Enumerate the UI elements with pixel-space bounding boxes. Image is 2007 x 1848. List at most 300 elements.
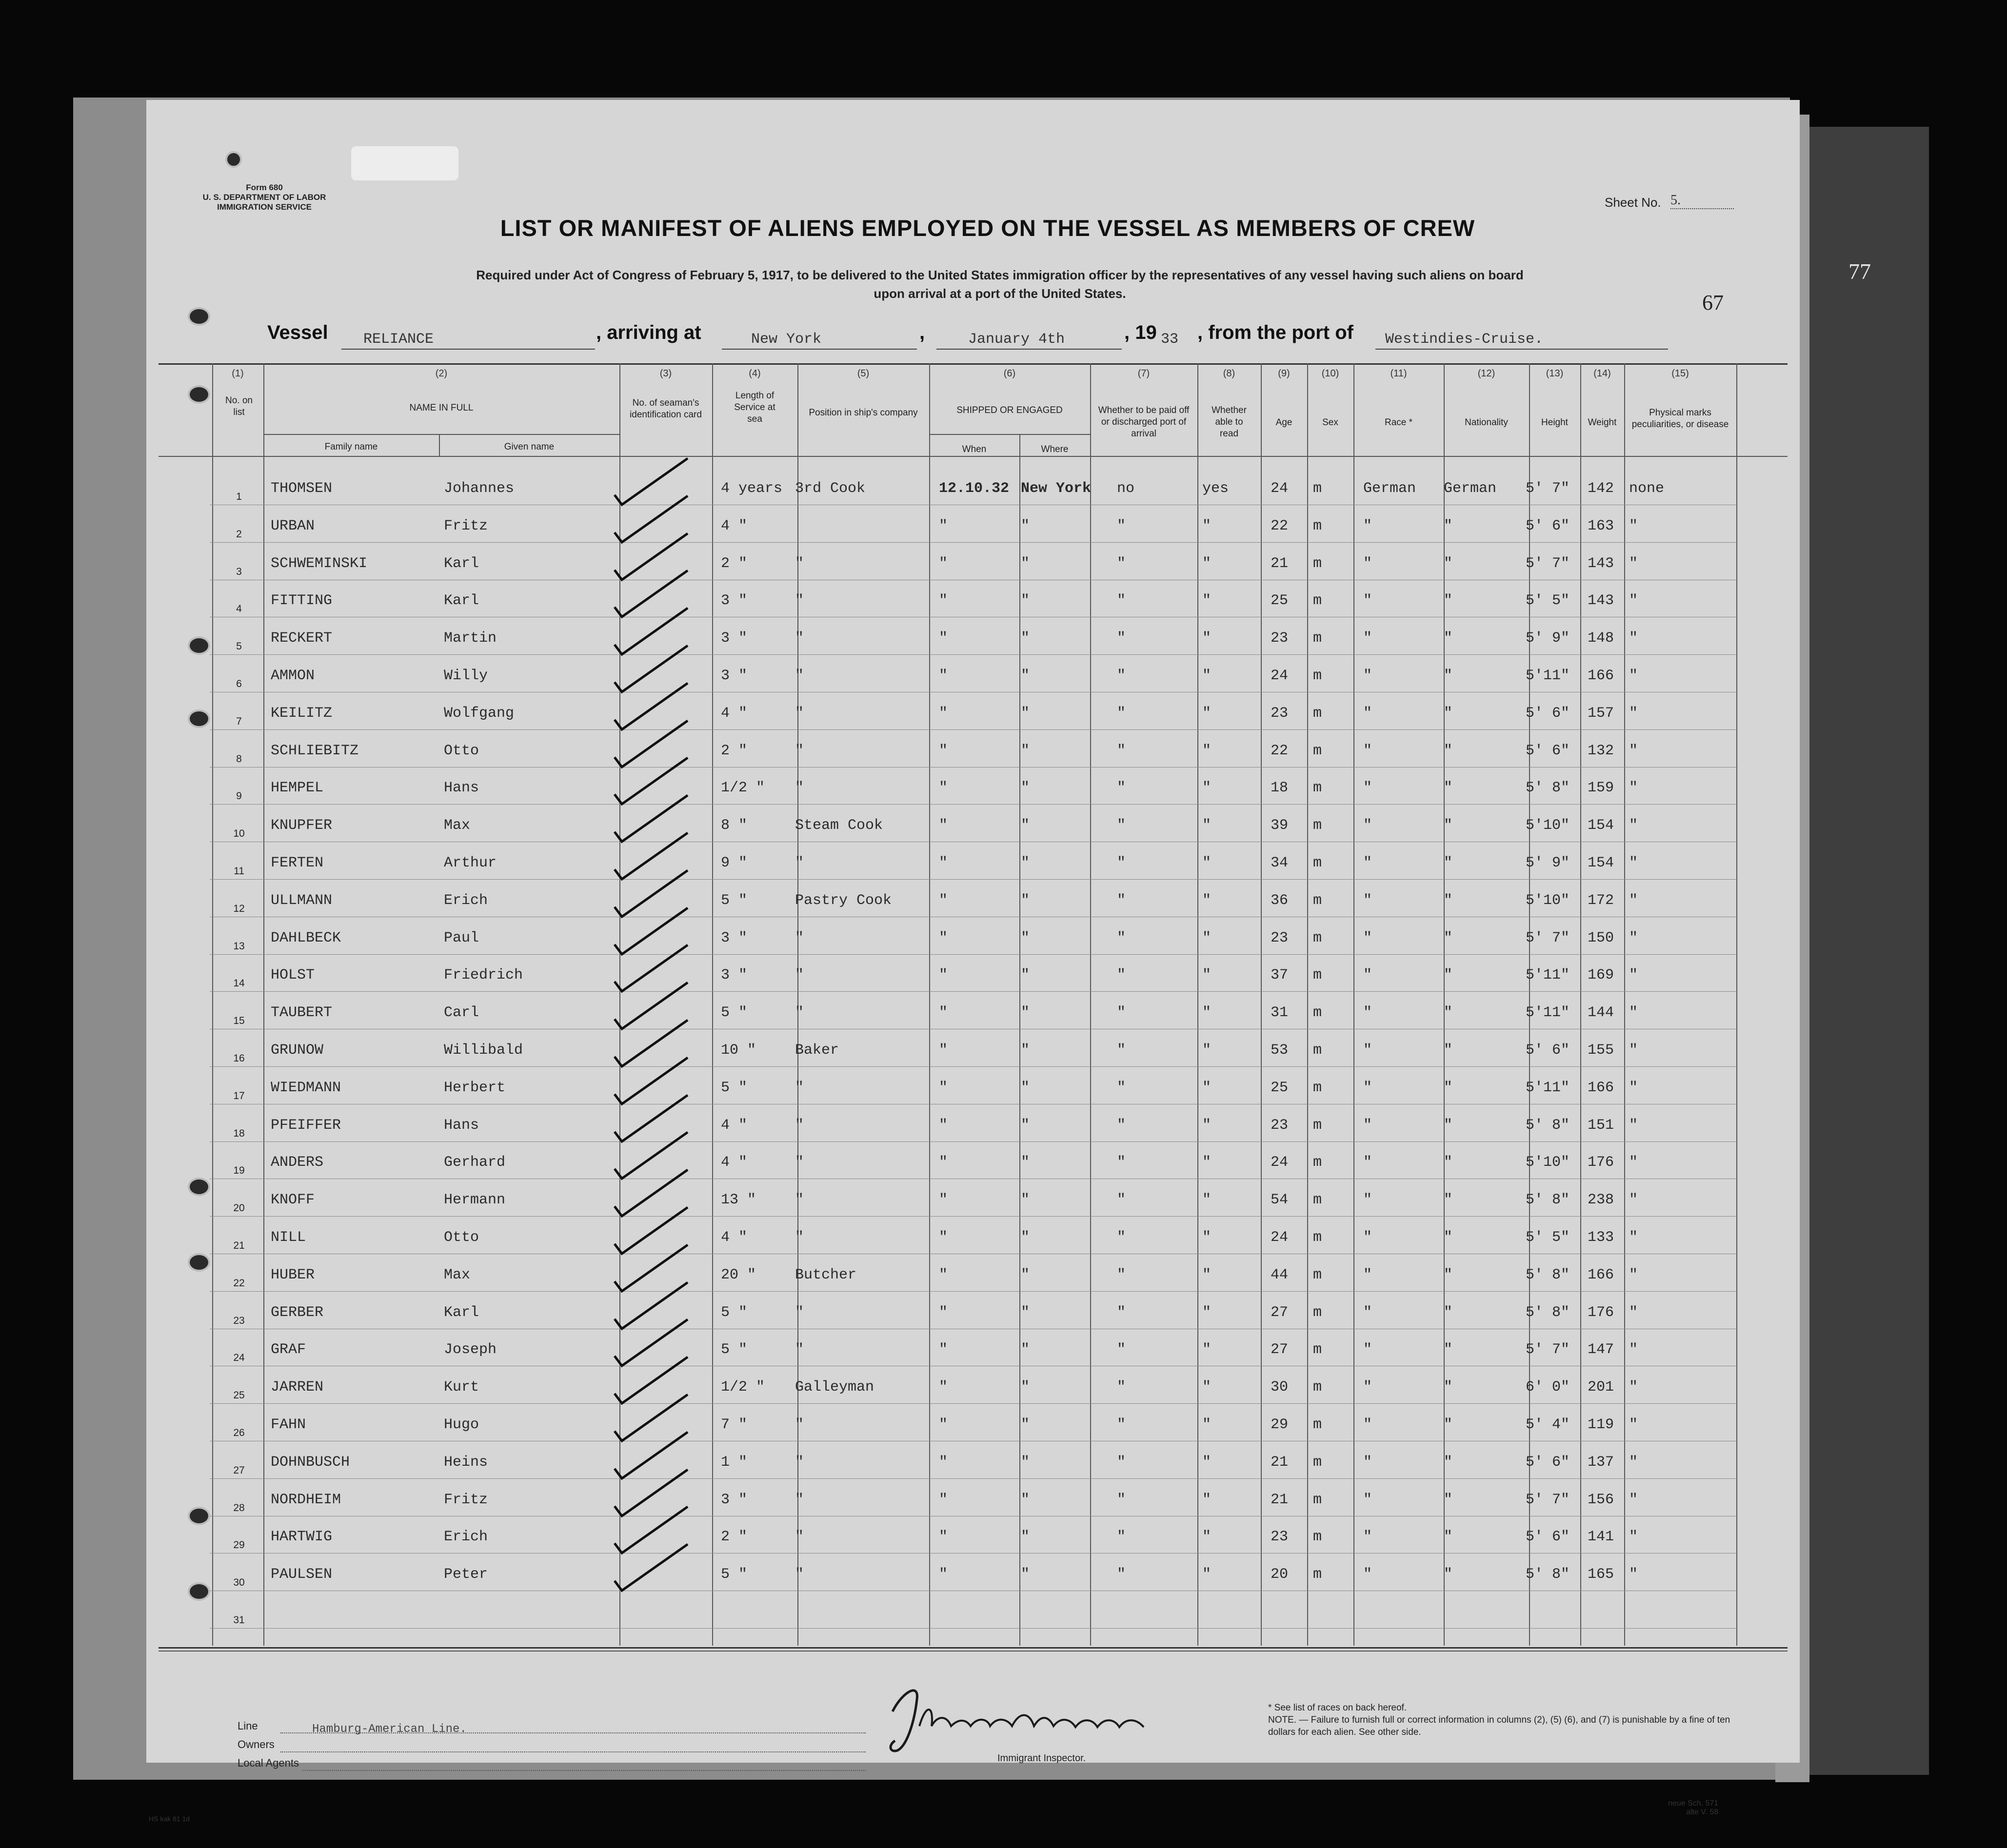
cell-read: " (1202, 630, 1212, 647)
cell-service: 1/2 " (721, 1379, 765, 1396)
col-num: (8) (1223, 368, 1235, 379)
cell-sex: m (1313, 1491, 1322, 1508)
sheet-label: Sheet No. (1605, 195, 1661, 210)
cell-where: " (1021, 1379, 1030, 1396)
cell-age: 25 (1271, 592, 1289, 609)
cell-family: URBAN (271, 517, 315, 534)
cell-position: " (795, 1491, 804, 1508)
cell-position: " (795, 1154, 804, 1171)
cell-where: " (1021, 1042, 1030, 1059)
cell-family: SCHWEMINSKI (271, 555, 368, 572)
row-rule (210, 654, 1736, 655)
cell-when: " (939, 1229, 948, 1246)
from-underline (1375, 349, 1668, 350)
cell-given: Wolfgang (444, 705, 515, 722)
row-number: 31 (233, 1614, 245, 1626)
cell-when: " (939, 1566, 948, 1583)
cell-weight: 166 (1588, 1266, 1614, 1283)
cell-given: Erich (444, 1529, 488, 1546)
cell-height: 5' 9" (1526, 855, 1570, 871)
cell-height: 5' 7" (1526, 480, 1570, 497)
cell-age: 24 (1271, 668, 1289, 684)
cell-marks: " (1629, 1042, 1638, 1059)
arriving-label: , arriving at (596, 322, 701, 343)
cell-given: Hugo (444, 1416, 479, 1433)
cell-race: " (1363, 1379, 1372, 1396)
cell-when: " (939, 517, 948, 534)
cell-paid: " (1117, 892, 1126, 909)
col-header-shipped: SHIPPED OR ENGAGED (956, 405, 1063, 415)
cell-where: " (1021, 1341, 1030, 1358)
cell-given: Hans (444, 1117, 479, 1134)
cell-paid: " (1117, 1566, 1126, 1583)
cell-race: " (1363, 892, 1372, 909)
cell-weight: 143 (1588, 592, 1614, 609)
cell-weight: 157 (1588, 705, 1614, 722)
cell-when: " (939, 967, 948, 984)
cell-position: " (795, 630, 804, 647)
cell-when: " (939, 1454, 948, 1471)
cell-given: Gerhard (444, 1154, 506, 1171)
col-header-where: Where (1041, 444, 1069, 454)
cell-marks: " (1629, 855, 1638, 871)
cell-sex: m (1313, 742, 1322, 759)
cell-where: " (1021, 1304, 1030, 1321)
cell-race: " (1363, 517, 1372, 534)
cell-family: NILL (271, 1229, 306, 1246)
cell-given: Martin (444, 630, 497, 647)
cell-weight: 144 (1588, 1004, 1614, 1022)
cell-given: Max (444, 817, 471, 834)
cell-weight: 154 (1588, 855, 1614, 871)
cell-position: " (795, 780, 804, 797)
cell-paid: " (1117, 1117, 1126, 1134)
cell-marks: " (1629, 1566, 1638, 1583)
cell-when: " (939, 1004, 948, 1022)
cell-paid: " (1117, 1416, 1126, 1433)
cell-marks: " (1629, 1416, 1638, 1433)
cell-race: " (1363, 1491, 1372, 1508)
cell-family: KEILITZ (271, 705, 333, 722)
cell-marks: " (1629, 742, 1638, 759)
cell-weight: 151 (1588, 1117, 1614, 1134)
footer-note (1268, 1702, 1756, 1738)
cell-where: " (1021, 892, 1030, 909)
cell-when: " (939, 1079, 948, 1096)
cell-given: Peter (444, 1566, 488, 1583)
cell-sex: m (1313, 892, 1322, 909)
cell-service: 5 " (721, 1341, 748, 1358)
cell-weight: 176 (1588, 1154, 1614, 1171)
cell-given: Hans (444, 780, 479, 797)
cell-age: 21 (1271, 1491, 1289, 1508)
cell-age: 23 (1271, 1529, 1289, 1546)
col-num: (9) (1278, 368, 1290, 379)
cell-read: " (1202, 1566, 1212, 1583)
cell-service: 4 " (721, 517, 748, 534)
table-row (0, 1337, 2007, 1374)
table-row (0, 812, 2007, 850)
table-row (0, 663, 2007, 700)
col-num: (2) (435, 368, 448, 379)
cell-weight: 143 (1588, 555, 1614, 572)
cell-age: 18 (1271, 780, 1289, 797)
col-header-no: No. on list (225, 395, 253, 417)
cell-sex: m (1313, 517, 1322, 534)
cell-height: 5' 4" (1526, 1416, 1570, 1433)
cell-marks: " (1629, 555, 1638, 572)
form-reference (1668, 1799, 1718, 1817)
table-row (0, 775, 2007, 812)
cell-where: " (1021, 1004, 1030, 1022)
cell-read: " (1202, 967, 1212, 984)
cell-weight: 172 (1588, 892, 1614, 909)
cell-race: " (1363, 555, 1372, 572)
cell-when: " (939, 1042, 948, 1059)
cell-position: " (795, 1192, 804, 1209)
cell-when: " (939, 630, 948, 647)
cell-weight: 141 (1588, 1529, 1614, 1546)
cell-weight: 148 (1588, 630, 1614, 647)
cell-height: 5' 7" (1526, 1341, 1570, 1358)
cell-when: " (939, 555, 948, 572)
row-rule (210, 542, 1736, 543)
cell-height: 5' 7" (1526, 555, 1570, 572)
cell-sex: m (1313, 668, 1322, 684)
col-num: (10) (1321, 368, 1339, 379)
cell-height: 5' 8" (1526, 780, 1570, 797)
cell-family: RECKERT (271, 630, 333, 647)
row-number: 21 (233, 1240, 245, 1251)
table-row (0, 1374, 2007, 1412)
col-num: (4) (749, 368, 761, 379)
race-note: * See list of races on back hereof. (1268, 1703, 1407, 1713)
cell-read: yes (1202, 480, 1229, 497)
cell-height: 5' 6" (1526, 1042, 1570, 1059)
comma: , (919, 322, 925, 343)
cell-service: 3 " (721, 1491, 748, 1508)
cell-sex: m (1313, 1079, 1322, 1096)
cell-age: 25 (1271, 1079, 1289, 1096)
table-row (0, 550, 2007, 588)
cell-read: " (1202, 1154, 1212, 1171)
cell-sex: m (1313, 1192, 1322, 1209)
cell-paid: " (1117, 817, 1126, 834)
cell-paid: " (1117, 1454, 1126, 1471)
cell-race: " (1363, 1079, 1372, 1096)
cell-height: 6' 0" (1526, 1379, 1570, 1396)
cell-where: " (1021, 592, 1030, 609)
page-number: 67 (1702, 291, 1724, 315)
cell-given: Herbert (444, 1079, 506, 1096)
cell-where: " (1021, 1416, 1030, 1433)
cell-paid: " (1117, 1341, 1126, 1358)
cell-marks: " (1629, 1117, 1638, 1134)
cell-read: " (1202, 592, 1212, 609)
cell-family: NORDHEIM (271, 1491, 341, 1508)
cell-paid: " (1117, 929, 1126, 946)
cell-marks: " (1629, 1266, 1638, 1283)
cell-sex: m (1313, 555, 1322, 572)
cell-nat: " (1444, 1117, 1453, 1134)
col-header-height: Height (1541, 417, 1568, 428)
cell-height: 5'11" (1526, 967, 1570, 984)
cell-sex: m (1313, 1341, 1322, 1358)
cell-age: 27 (1271, 1341, 1289, 1358)
cell-nat: " (1444, 1266, 1453, 1283)
row-number: 4 (236, 603, 242, 615)
cell-position: Galleyman (795, 1379, 874, 1396)
cell-marks: " (1629, 630, 1638, 647)
cell-where: " (1021, 1491, 1030, 1508)
cell-when: " (939, 1266, 948, 1283)
cell-height: 5'10" (1526, 817, 1570, 834)
cell-position: " (795, 1079, 804, 1096)
cell-sex: m (1313, 480, 1322, 497)
col-header-nationality: Nationality (1465, 417, 1508, 428)
cell-given: Erich (444, 892, 488, 909)
cell-paid: " (1117, 517, 1126, 534)
name-subheader-rule (263, 434, 619, 435)
row-rule (210, 729, 1736, 730)
cell-family: PFEIFFER (271, 1117, 341, 1134)
cell-race: " (1363, 742, 1372, 759)
cell-nat: " (1444, 1154, 1453, 1171)
cell-when: " (939, 1341, 948, 1358)
form-ref-old: alte V. 58 (1686, 1808, 1719, 1816)
cell-height: 5' 6" (1526, 517, 1570, 534)
row-number: 18 (233, 1127, 245, 1139)
table-row (0, 887, 2007, 925)
cell-service: 4 " (721, 1154, 748, 1171)
cell-service: 13 " (721, 1192, 756, 1209)
cell-paid: " (1117, 1229, 1126, 1246)
cell-sex: m (1313, 1154, 1322, 1171)
cell-paid: " (1117, 555, 1126, 572)
row-rule (210, 1291, 1736, 1292)
col-header-sex: Sex (1322, 417, 1338, 428)
row-number: 27 (233, 1464, 245, 1476)
cell-read: " (1202, 1229, 1212, 1246)
cell-nat: " (1444, 1192, 1453, 1209)
cell-height: 5' 7" (1526, 929, 1570, 946)
cell-race: " (1363, 1042, 1372, 1059)
cell-family: HUBER (271, 1266, 315, 1283)
cell-marks: " (1629, 668, 1638, 684)
cell-weight: 238 (1588, 1192, 1614, 1209)
table-row (0, 513, 2007, 550)
cell-read: " (1202, 1004, 1212, 1022)
cell-sex: m (1313, 929, 1322, 946)
cell-given: Joseph (444, 1341, 497, 1358)
cell-height: 5' 5" (1526, 592, 1570, 609)
owners-label: Owners (238, 1738, 275, 1750)
cell-height: 5' 9" (1526, 630, 1570, 647)
cell-sex: m (1313, 855, 1322, 871)
cell-age: 23 (1271, 1117, 1289, 1134)
col-header-name: NAME IN FULL (409, 403, 474, 413)
cell-age: 24 (1271, 1154, 1289, 1171)
cell-sex: m (1313, 1117, 1322, 1134)
cell-when: " (939, 892, 948, 909)
table-row (0, 1262, 2007, 1299)
cell-sex: m (1313, 592, 1322, 609)
cell-paid: " (1117, 668, 1126, 684)
table-row (0, 1149, 2007, 1187)
row-number: 25 (233, 1390, 245, 1401)
signature-text: J.H. Wallace (873, 1672, 876, 1673)
subtitle-line-2: upon arrival at a port of the United States. (874, 286, 1126, 301)
cell-position: " (795, 967, 804, 984)
cell-when: 12.10.32 (939, 480, 1010, 497)
cell-family: AMMON (271, 668, 315, 684)
col-num: (12) (1477, 368, 1495, 379)
cell-weight: 156 (1588, 1491, 1614, 1508)
cell-family: JARREN (271, 1379, 324, 1396)
cell-service: 5 " (721, 892, 748, 909)
form-ref-new: neue Sch. 571 (1668, 1799, 1719, 1808)
inspector-label: Immigrant Inspector. (997, 1753, 1086, 1764)
cell-marks: " (1629, 967, 1638, 984)
cell-marks: " (1629, 517, 1638, 534)
cell-family: TAUBERT (271, 1004, 333, 1022)
cell-where: " (1021, 1229, 1030, 1246)
cell-position: " (795, 1416, 804, 1433)
cell-sex: m (1313, 1416, 1322, 1433)
cell-age: 27 (1271, 1304, 1289, 1321)
cell-nat: " (1444, 668, 1453, 684)
cell-read: " (1202, 1491, 1212, 1508)
cell-age: 54 (1271, 1192, 1289, 1209)
cell-where: New York (1021, 480, 1092, 497)
cell-service: 2 " (721, 555, 748, 572)
cell-race: " (1363, 1004, 1372, 1022)
cell-weight: 176 (1588, 1304, 1614, 1321)
cell-nat: " (1444, 1454, 1453, 1471)
cell-read: " (1202, 1117, 1212, 1134)
cell-position: " (795, 1529, 804, 1546)
cell-race: " (1363, 668, 1372, 684)
table-row (0, 1487, 2007, 1524)
cell-given: Otto (444, 1229, 479, 1246)
sheet-number: 5. (1670, 193, 1734, 209)
cell-age: 23 (1271, 705, 1289, 722)
cell-given: Fritz (444, 517, 488, 534)
cell-nat: " (1444, 630, 1453, 647)
cell-race: " (1363, 1154, 1372, 1171)
cell-marks: " (1629, 705, 1638, 722)
cell-height: 5' 6" (1526, 1529, 1570, 1546)
cell-service: 1/2 " (721, 780, 765, 797)
cell-read: " (1202, 668, 1212, 684)
cell-nat: " (1444, 1079, 1453, 1096)
cell-service: 3 " (721, 592, 748, 609)
cell-paid: " (1117, 705, 1126, 722)
cell-nat: " (1444, 1341, 1453, 1358)
row-number: 30 (233, 1577, 245, 1589)
col-header-read: Whether able to read (1212, 405, 1247, 439)
row-number: 12 (233, 903, 245, 914)
cell-given: Otto (444, 742, 479, 759)
cell-position: Steam Cook (795, 817, 883, 834)
cell-read: " (1202, 1416, 1212, 1433)
cell-where: " (1021, 517, 1030, 534)
cell-nat: " (1444, 1416, 1453, 1433)
cell-where: " (1021, 1454, 1030, 1471)
cell-service: 3 " (721, 668, 748, 684)
cell-sex: m (1313, 630, 1322, 647)
cell-nat: " (1444, 1529, 1453, 1546)
cell-weight: 133 (1588, 1229, 1614, 1246)
cell-paid: " (1117, 1154, 1126, 1171)
cell-nat: " (1444, 892, 1453, 909)
cell-paid: " (1117, 1192, 1126, 1209)
cell-race: " (1363, 855, 1372, 871)
cell-height: 5' 8" (1526, 1117, 1570, 1134)
row-number: 3 (236, 566, 242, 577)
cell-height: 5' 8" (1526, 1266, 1570, 1283)
cell-given: Max (444, 1266, 471, 1283)
table-row (0, 588, 2007, 625)
cell-given: Carl (444, 1004, 479, 1022)
cell-nat: German (1444, 480, 1497, 497)
row-rule (210, 991, 1736, 992)
cell-position: " (795, 1229, 804, 1246)
cell-marks: " (1629, 1154, 1638, 1171)
from-port: Westindies-Cruise. (1385, 331, 1544, 348)
cell-where: " (1021, 1566, 1030, 1583)
cell-nat: " (1444, 817, 1453, 834)
cell-race: " (1363, 592, 1372, 609)
cell-sex: m (1313, 817, 1322, 834)
cell-where: " (1021, 855, 1030, 871)
table-row (0, 925, 2007, 963)
cell-service: 20 " (721, 1266, 756, 1283)
cell-service: 7 " (721, 1416, 748, 1433)
owners-dotline (280, 1751, 866, 1752)
row-rule (210, 1141, 1736, 1142)
cell-height: 5' 7" (1526, 1491, 1570, 1508)
cell-height: 5' 5" (1526, 1229, 1570, 1246)
cell-marks: none (1629, 480, 1665, 497)
cell-age: 24 (1271, 1229, 1289, 1246)
port-underline (722, 349, 917, 350)
cell-paid: " (1117, 780, 1126, 797)
cell-given: Karl (444, 592, 479, 609)
cell-read: " (1202, 1304, 1212, 1321)
col-header-age: Age (1275, 417, 1292, 428)
form-number: Form 680 (246, 183, 283, 192)
row-number: 29 (233, 1539, 245, 1551)
cell-given: Paul (444, 929, 479, 946)
cell-family: THOMSEN (271, 480, 333, 497)
table-row (0, 850, 2007, 887)
cell-when: " (939, 668, 948, 684)
cell-given: Willibald (444, 1042, 523, 1059)
col-num: (13) (1546, 368, 1564, 379)
cell-when: " (939, 705, 948, 722)
cell-nat: " (1444, 1379, 1453, 1396)
cell-given: Karl (444, 555, 479, 572)
cell-service: 2 " (721, 742, 748, 759)
cell-age: 23 (1271, 929, 1289, 946)
col-num: (3) (659, 368, 672, 379)
cell-position: " (795, 555, 804, 572)
arrival-year: 33 (1161, 331, 1179, 348)
cell-marks: " (1629, 1079, 1638, 1096)
table-row (0, 1037, 2007, 1075)
cell-given: Fritz (444, 1491, 488, 1508)
